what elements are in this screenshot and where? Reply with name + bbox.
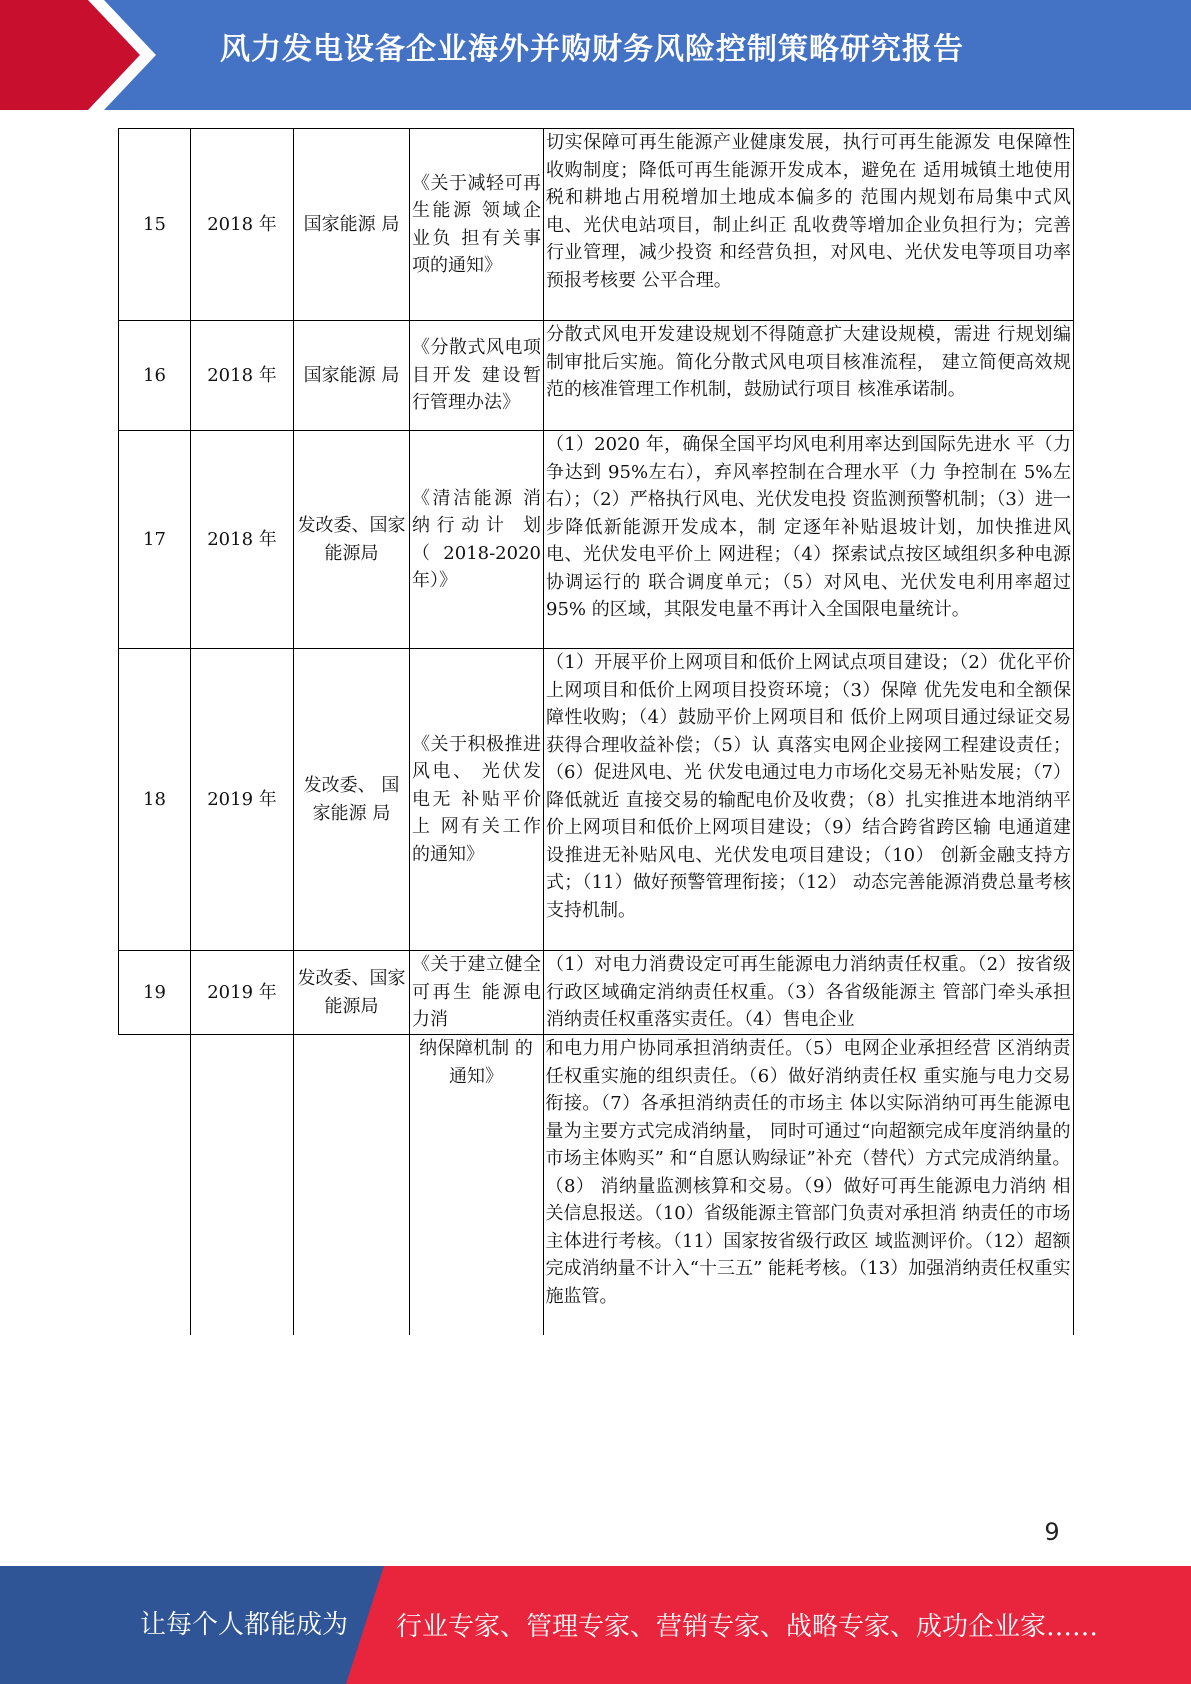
row-policy-content: 切实保障可再生能源产业健康发展，执行可再生能源发 电保障性收购制度；降低可再生能源开发成本，避免在 适用城镇土地使用税和耕地占用税增加土地成本偏多的 范围内规划布局集中式风电、光伏电站项目，制止纠正 乱收费等增加企业负担行为；完善行业管理，减少投资 和经营负担，对风电、光伏发电等项目功率预报考核要 公平合理。 <box>544 129 1074 321</box>
row-policy-title: 《关于建立健全可再生 能源电力消 <box>410 951 544 1035</box>
table-row <box>119 431 1074 649</box>
row-year: 2018 年 <box>191 321 294 431</box>
table-row <box>118 1035 1073 1335</box>
footer-slogan-right: 行业专家、管理专家、营销专家、战略专家、成功企业家…… <box>396 1612 1099 1642</box>
row-agency: 发改委、 国家能源 局 <box>294 649 410 951</box>
document-title: 风力发电设备企业海外并购财务风险控制策略研究报告 <box>220 32 964 67</box>
row-number: 18 <box>119 649 191 951</box>
table-row <box>119 321 1074 431</box>
row-policy-title: 《关于减轻可再生能源 领域企业负 担有关事项的通知》 <box>410 129 544 321</box>
row-policy-content: （1）开展平价上网项目和低价上网试点项目建设；（2）优化平价上网项目和低价上网项目投资环境；（3）保障 优先发电和全额保障性收购；（4）鼓励平价上网项目和 低价上网项目通过绿证交易获得合理收益补偿；（5）认 真落实电网企业接网工程建设责任；（6）促进风电、光 伏发电通过电力市场化交易无补贴发展；（7）降低就近 直接交易的输配电价及收费；（8）扎实推进本地消纳平 价上网项目和低价上网项目建设；（9）结合跨省跨区输 电通道建设推进无补贴风电、光伏发电项目建设；（10） 创新金融支持方式；（11）做好预警管理衔接；（12） 动态完善能源消费总量考核支持机制。 <box>544 649 1074 951</box>
footer-slogan-left: 让每个人都能成为 <box>140 1610 349 1640</box>
row-agency: 国家能源 局 <box>294 321 410 431</box>
row-policy-content: （1）对电力消费设定可再生能源电力消纳责任权重。（2）按省级行政区域确定消纳责任权重。（3）各省级能源主 管部门牵头承担消纳责任权重落实责任。（4）售电企业 <box>544 951 1074 1035</box>
row-number: 19 <box>119 951 191 1035</box>
empty-cell <box>118 1035 190 1335</box>
row-number: 17 <box>119 431 191 649</box>
row-year: 2019 年 <box>191 951 294 1035</box>
empty-cell <box>190 1035 293 1335</box>
policy-table <box>118 128 1074 1035</box>
row-agency: 发改委、国家能源局 <box>294 951 410 1035</box>
row-policy-title: 《关于积极推进风电、 光伏发电无 补贴平价上 网有关工作的通知》 <box>410 649 544 951</box>
row-agency: 国家能源 局 <box>294 129 410 321</box>
table-row <box>119 951 1074 1035</box>
page-header <box>0 0 1191 110</box>
row-number: 16 <box>119 321 191 431</box>
policy-table-continuation <box>118 1034 1074 1335</box>
policy-title-text: 纳保障机制 的通知》 <box>419 1038 533 1087</box>
row-policy-content: （1）2020 年，确保全国平均风电利用率达到国际先进水 平（力争达到 95%左右），弃风率控制在合理水平（力 争控制在 5%左右）；（2）严格执行风电、光伏发电投 资监测预警机制；（3）进一步降低新能源开发成本，制 定逐年补贴退坡计划，加快推进风电、光伏发电平价上 网进程；（4）探索试点按区域组织多种电源协调运行的 联合调度单元；（5）对风电、光伏发电利用率超过 95% 的区域，其限发电量不再计入全国限电量统计。 <box>544 431 1074 649</box>
row-policy-title: 《分散式风电项目开发 建设暂行管理办法》 <box>410 321 544 431</box>
row-agency: 发改委、国家能源局 <box>294 431 410 649</box>
table-row <box>119 129 1074 321</box>
row-year: 2018 年 <box>191 129 294 321</box>
empty-cell <box>293 1035 409 1335</box>
page-number: 9 <box>1044 1518 1060 1546</box>
table-row <box>119 649 1074 951</box>
row-year: 2018 年 <box>191 431 294 649</box>
page-footer <box>0 1566 1191 1684</box>
row-policy-content-continued: 和电力用户协同承担消纳责任。（5）电网企业承担经营 区消纳责任权重实施的组织责任。（6）做好消纳责任权 重实施与电力交易衔接。（7）各承担消纳责任的市场主 体以实际消纳可再生能源电量为主要方式完成消纳量， 同时可通过“向超额完成年度消纳量的市场主体购买” 和“自愿认购绿证”补充（替代）方式完成消纳量。（8） 消纳量监测核算和交易。（9）做好可再生能源电力消纳 相关信息报送。（10）省级能源主管部门负责对承担消 纳责任的市场主体进行考核。（11）国家按省级行政区 域监测评价。（12）超额完成消纳量不计入“十三五” 能耗考核。（13）加强消纳责任权重实施监管。 <box>543 1035 1073 1335</box>
row-policy-title-continued <box>409 1035 543 1335</box>
row-year: 2019 年 <box>191 649 294 951</box>
row-policy-content: 分散式风电开发建设规划不得随意扩大建设规模，需进 行规划编制审批后实施。简化分散式风电项目核准流程， 建立简便高效规范的核准管理工作机制，鼓励试行项目 核准承诺制。 <box>544 321 1074 431</box>
row-number: 15 <box>119 129 191 321</box>
row-policy-title: 《清洁能源 消纳行动计 划（2018-2020 年）》 <box>410 431 544 649</box>
